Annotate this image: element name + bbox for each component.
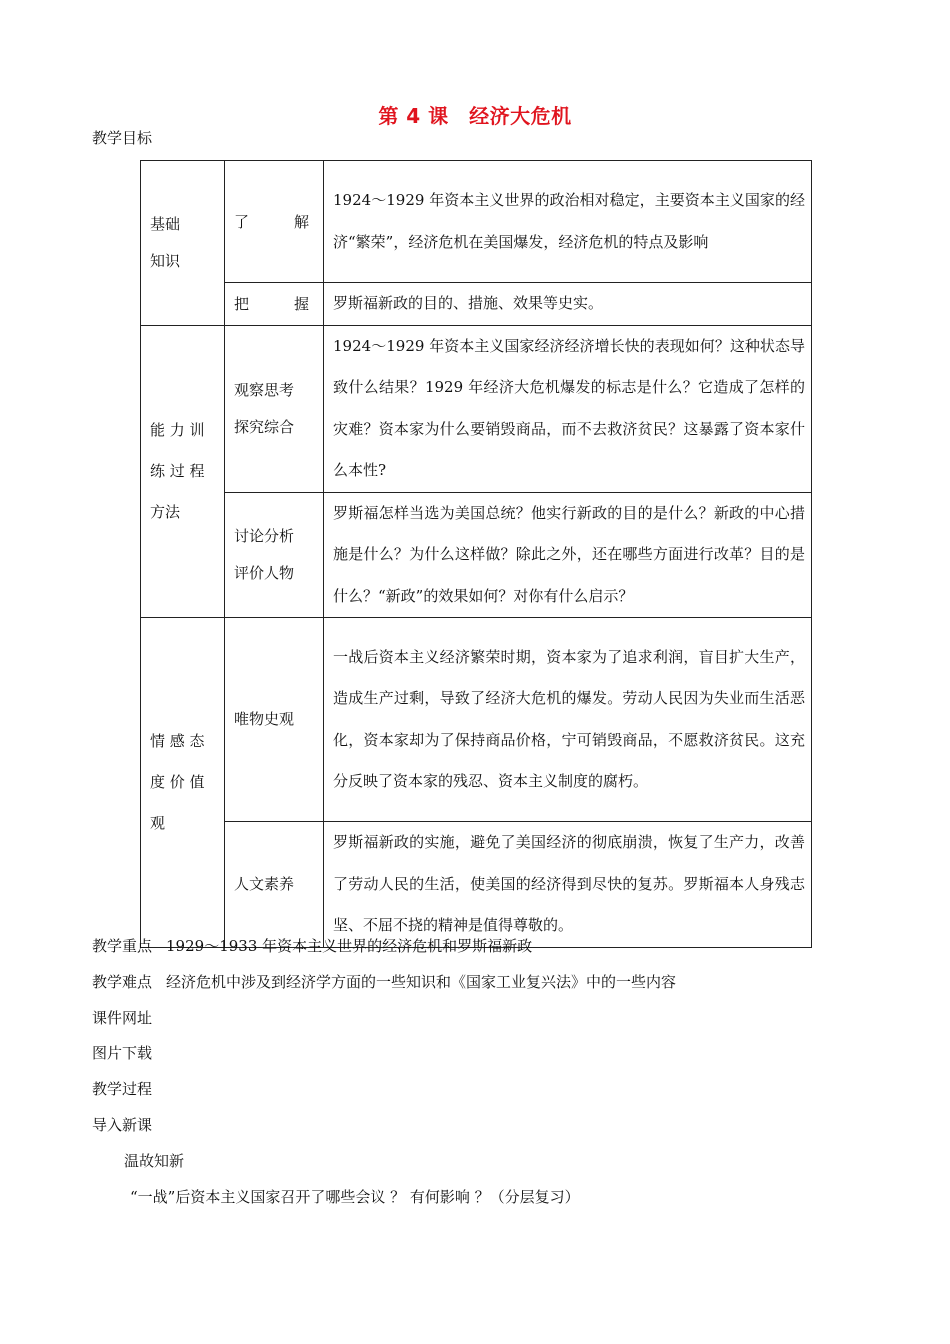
subcategory-line: 探究综合 [234, 417, 295, 436]
category-cell [141, 618, 225, 948]
subcategory-line: 讨论分析 [234, 526, 295, 545]
content-cell [324, 492, 812, 618]
content-text: 罗斯福新政的实施，避免了美国经济的彻底崩溃，恢复了生产力，改善了劳动人民的生活，使美国的经济得到尽快的复苏。罗斯福本人身残志坚、不屈不挠的精神是值得尊敬的。 [333, 833, 805, 934]
content-text: 罗斯福怎样当选为美国总统？他实行新政的目的是什么？新政的中心措施是什么？为什么这样做？除此之外，还在哪些方面进行改革？目的是什么？“新政”的效果如何？对你有什么启示？ [333, 503, 805, 605]
content-text: 一战后资本主义经济繁荣时期，资本家为了追求利润，盲目扩大生产，造成生产过剩，导致了经济大危机的爆发。劳动人民因为失业而生活恶化，资本家却为了保持商品价格，宁可销毁商品，不愿救济贫民。这充分反映了资本家的残忍、资本主义制度的腐朽。 [333, 647, 805, 790]
teaching-process-label: 教学过程 [92, 1080, 153, 1098]
subcategory-cell [225, 161, 324, 283]
subcategory-cell [225, 618, 324, 822]
category-line: 能 力 训 [150, 420, 205, 439]
content-cell [324, 822, 812, 948]
table-row [141, 325, 812, 492]
courseware-url-label: 课件网址 [92, 1009, 153, 1027]
subcategory-char: 了 [234, 213, 250, 231]
content-text: 1924～1929 年资本主义世界的政治相对稳定，主要资本主义国家的经济“繁荣”，经济危机在美国爆发，经济危机的特点及影响 [333, 191, 805, 251]
subcategory-line: 观察思考 [234, 380, 295, 399]
category-line: 练 过 程 [150, 461, 205, 480]
difficulty [92, 972, 676, 992]
table-row [141, 161, 812, 283]
subcategory-line: 唯物史观 [234, 710, 295, 728]
image-download-label: 图片下载 [92, 1044, 153, 1062]
teaching-goals-table [140, 160, 812, 948]
subcategory-cell [225, 325, 324, 492]
lesson-title: 第 4 课 经济大危机 [378, 104, 572, 128]
subcategory-char: 解 [293, 213, 309, 231]
table-row [141, 822, 812, 948]
category-line: 知识 [150, 251, 181, 270]
key-point-value: 1929～1933 年资本主义世界的经济危机和罗斯福新政 [166, 937, 533, 955]
subcategory-char: 把 [234, 295, 250, 314]
content-text: 1924～1929 年资本主义国家经济经济增长快的表现如何？这种状态导致什么结果？1929 年经济大危机爆发的标志是什么？它造成了怎样的灾难？资本家为什么要销毁商品，而不去救济贫民？这暴露了资本家什么本性? [333, 336, 805, 479]
content-cell [324, 618, 812, 822]
content-text: 罗斯福新政的目的、措施、效果等史实。 [333, 294, 604, 312]
subcategory-cell [225, 492, 324, 618]
table-row [141, 618, 812, 822]
subcategory-cell [225, 822, 324, 948]
content-cell [324, 161, 812, 283]
category-line: 基础 [150, 214, 181, 233]
table-row [141, 492, 812, 618]
category-line: 观 [150, 813, 166, 832]
teaching-goals-label: 教学目标 [92, 129, 153, 147]
review-question: “一战”后资本主义国家召开了哪些会议 ？ 有何影响 ？（分层复习） [130, 1188, 580, 1206]
difficulty-label: 教学难点 [92, 973, 153, 991]
key-point [92, 936, 532, 956]
content-cell [324, 325, 812, 492]
table-row [141, 283, 812, 326]
review-label: 温故知新 [124, 1152, 185, 1170]
category-cell [141, 325, 225, 618]
category-line: 情 感 态 [150, 731, 205, 750]
subcategory-line: 评价人物 [234, 563, 295, 582]
subcategory-line: 人文素养 [234, 874, 295, 893]
difficulty-value: 经济危机中涉及到经济学方面的一些知识和《国家工业复兴法》中的一些内容 [166, 973, 677, 991]
subcategory-char: 握 [293, 295, 309, 314]
key-point-label: 教学重点 [92, 937, 153, 955]
content-cell [324, 283, 812, 326]
subcategory-cell [225, 283, 324, 326]
category-line: 度 价 值 [150, 772, 205, 791]
category-line: 方法 [150, 502, 181, 521]
category-cell [141, 161, 225, 326]
intro-label: 导入新课 [92, 1116, 153, 1134]
